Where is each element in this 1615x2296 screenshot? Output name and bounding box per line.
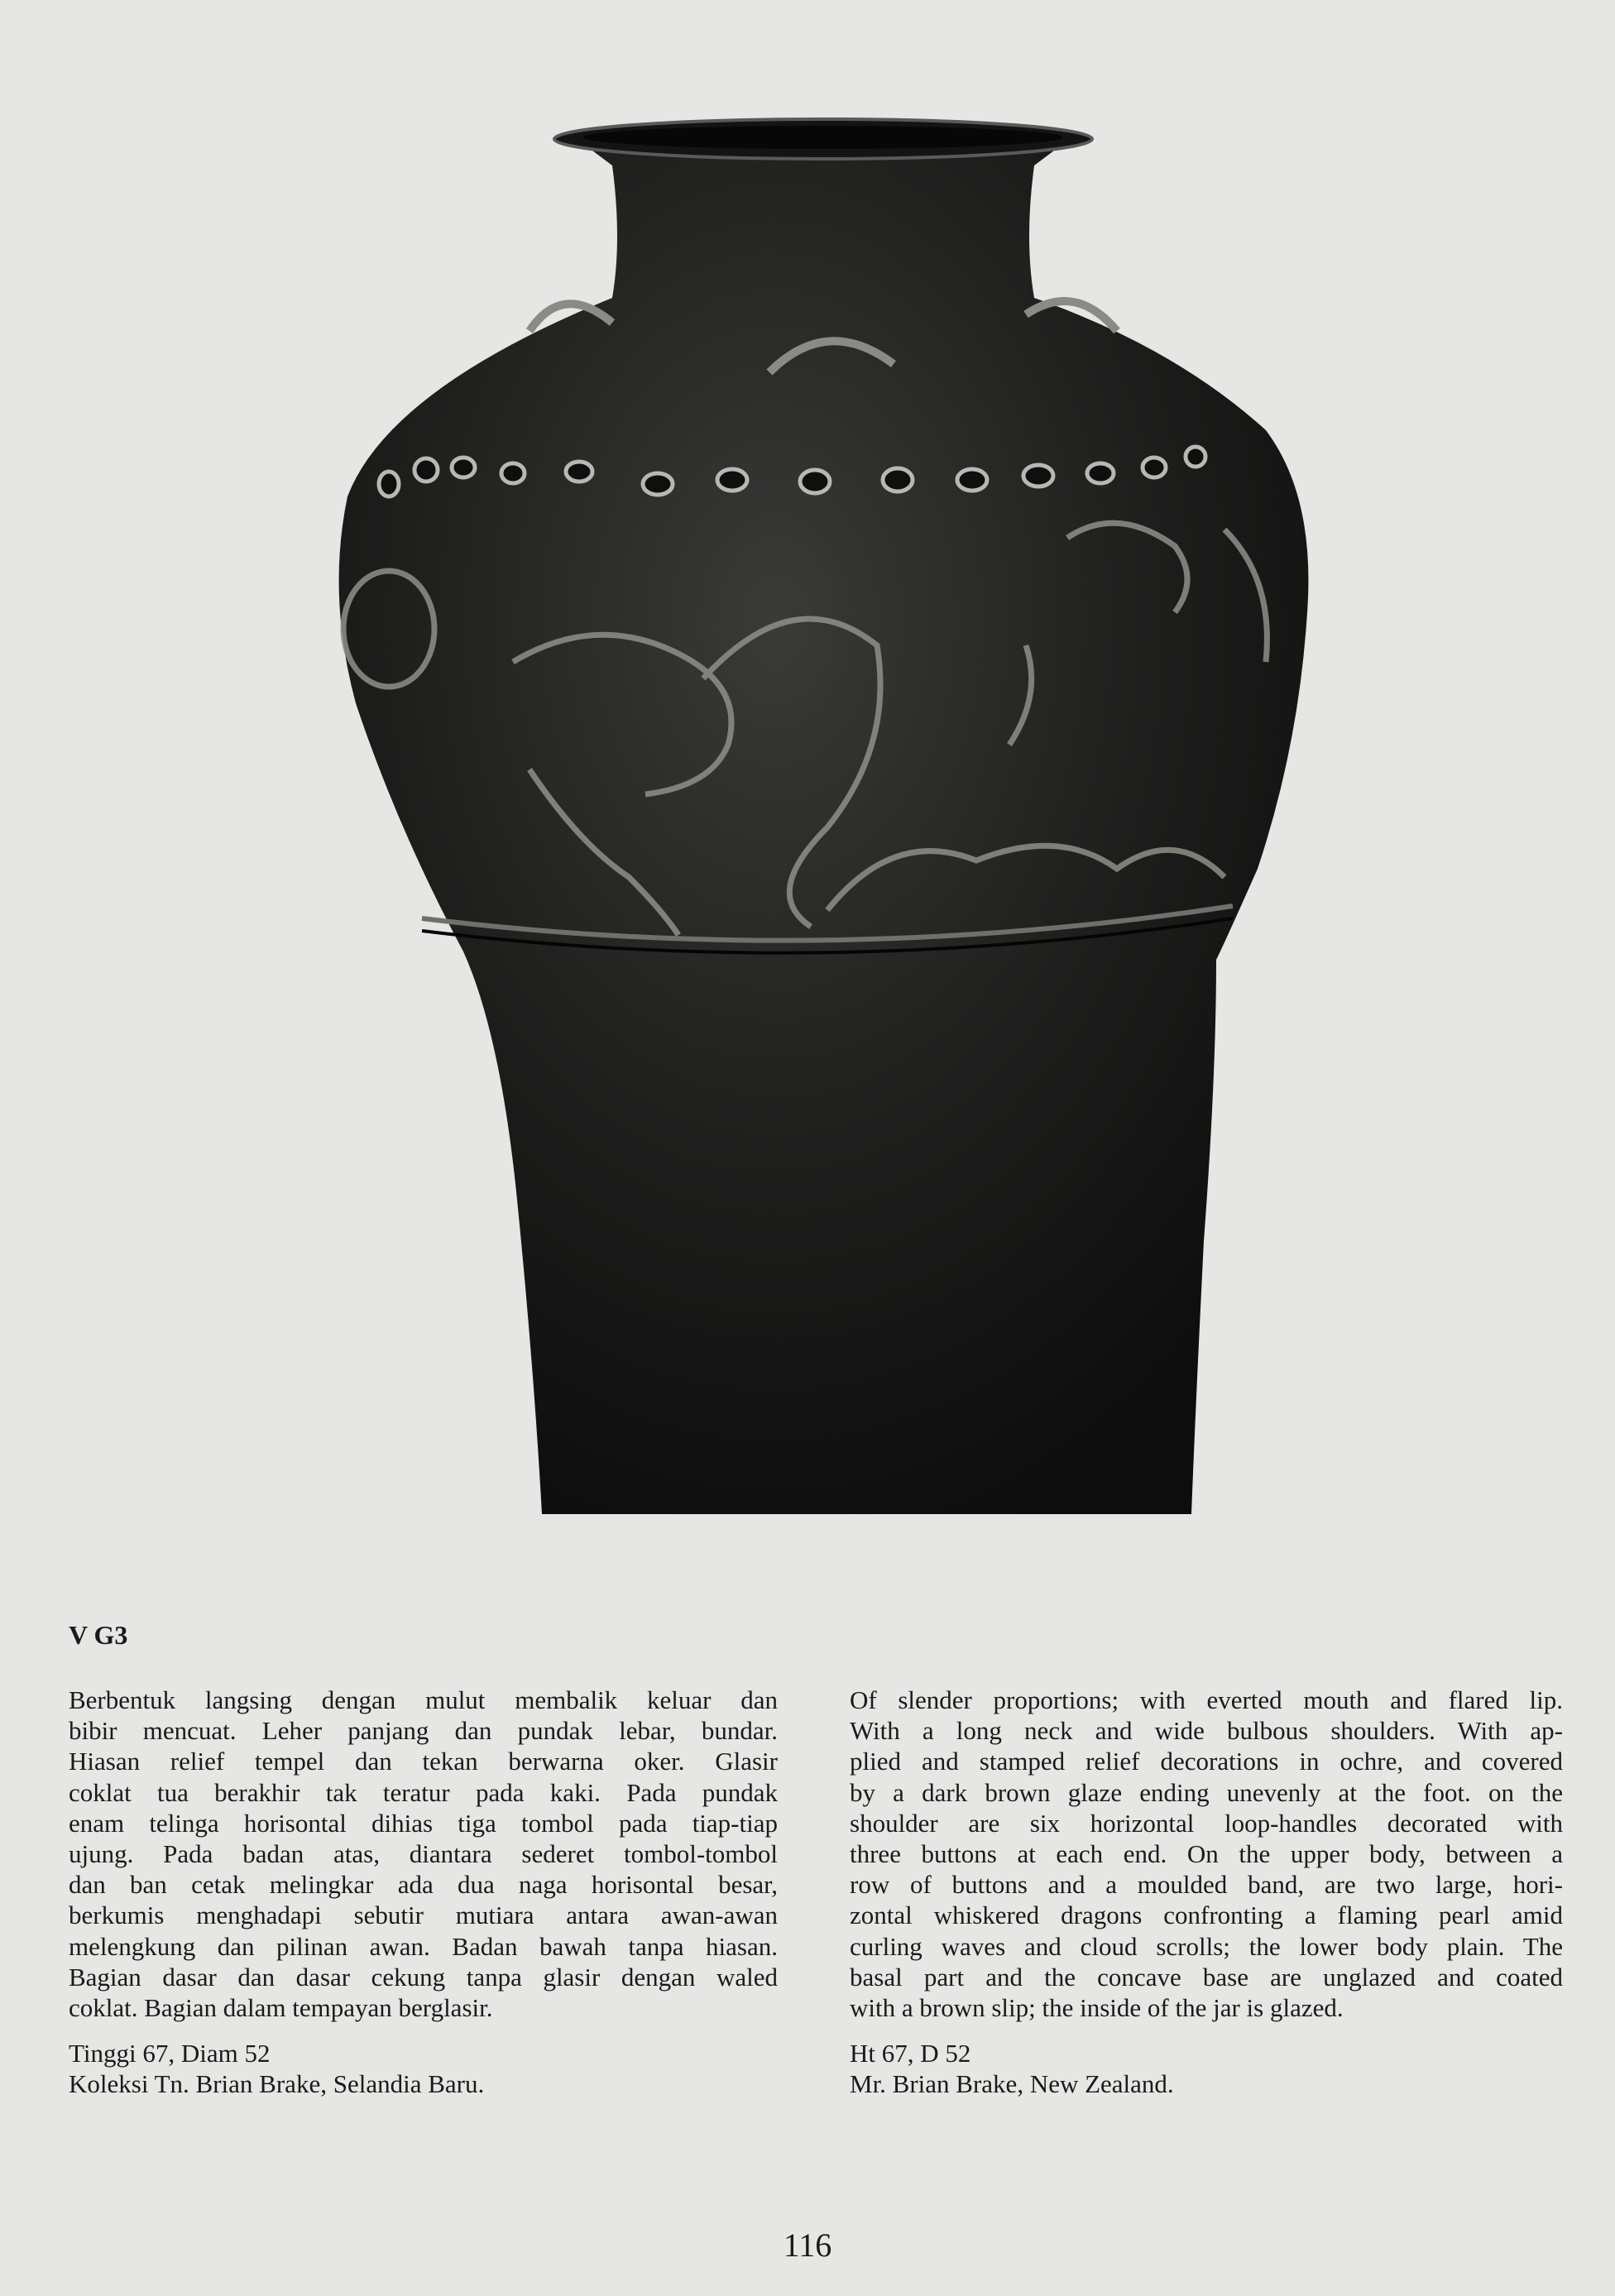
text-line: Bagian dasar dan dasar cekung tanpa glasir dengan waled bbox=[69, 1962, 778, 1992]
page-number: 116 bbox=[783, 2226, 832, 2264]
text-line: curling waves and cloud scrolls; the lower body plain. The bbox=[850, 1931, 1563, 1961]
text-line: with a brown slip; the inside of the jar is glazed. bbox=[850, 1992, 1344, 2022]
text-line: plied and stamped relief decorations in ochre, and covered bbox=[850, 1747, 1563, 1776]
text-line: shoulder are six horizontal loop-handles decorated with bbox=[850, 1808, 1563, 1838]
text-line: melengkung dan pilinan awan. Badan bawah tanpa hiasan. bbox=[69, 1931, 778, 1961]
text-line: enam telinga horisontal dihias tiga tombol pada tiap-tiap bbox=[69, 1808, 778, 1838]
text-line: zontal whiskered dragons confronting a flaming pearl amid bbox=[850, 1901, 1563, 1930]
dimensions: Tinggi 67, Diam 52 bbox=[69, 2039, 271, 2068]
text-line: basal part and the concave base are unglazed and coated bbox=[850, 1962, 1563, 1992]
text-line: dan ban cetak melingkar ada dua naga horisontal besar, bbox=[69, 1870, 778, 1900]
text-line: bibir mencuat. Leher panjang dan pundak lebar, bundar. bbox=[69, 1716, 778, 1746]
text-line: Of slender proportions; with everted mouth and flared lip. bbox=[850, 1685, 1563, 1714]
text-line: coklat tua berakhir tak teratur pada kaki. Pada pundak bbox=[69, 1777, 778, 1807]
indonesian-description bbox=[69, 1685, 778, 2099]
collection: Mr. Brian Brake, New Zealand. bbox=[850, 2069, 1174, 2099]
text-line: coklat. Bagian dalam tempayan berglasir. bbox=[69, 1992, 493, 2022]
text-line: With a long neck and wide bulbous shoulders. With ap- bbox=[850, 1716, 1563, 1746]
collection: Koleksi Tn. Brian Brake, Selandia Baru. bbox=[69, 2069, 485, 2099]
text-line: three buttons at each end. On the upper body, between a bbox=[850, 1838, 1563, 1868]
english-description bbox=[850, 1685, 1563, 2099]
text-line: by a dark brown glaze ending unevenly at the foot. on the bbox=[850, 1777, 1563, 1807]
text-line: Berbentuk langsing dengan mulut membalik keluar dan bbox=[69, 1685, 778, 1714]
text-line: row of buttons and a moulded band, are two large, hori- bbox=[850, 1870, 1563, 1900]
dimensions: Ht 67, D 52 bbox=[850, 2039, 971, 2068]
text-line: Hiasan relief tempel dan tekan berwarna oker. Glasir bbox=[69, 1747, 778, 1776]
text-line: ujung. Pada badan atas, diantara sederet tombol-tombol bbox=[69, 1838, 778, 1868]
catalog-id: V G3 bbox=[69, 1620, 128, 1650]
text-line: berkumis menghadapi sebutir mutiara antara awan-awan bbox=[69, 1901, 778, 1930]
